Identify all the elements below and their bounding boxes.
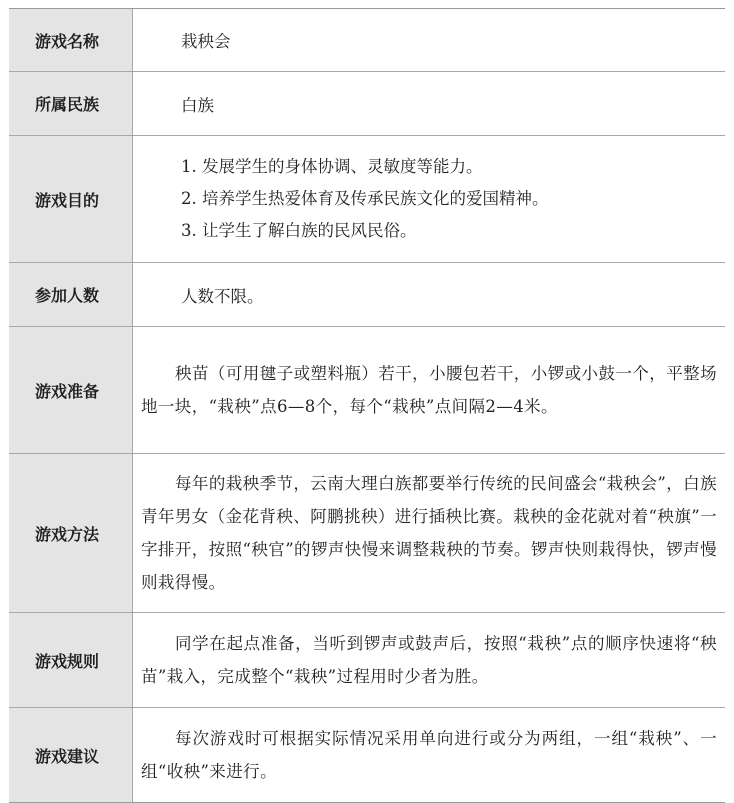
row-label: 游戏目的: [9, 136, 133, 262]
purpose-item: 3. 让学生了解白族的民风民俗。: [181, 221, 417, 240]
row-label: 游戏规则: [9, 613, 133, 707]
row-rules: [9, 613, 725, 708]
row-label: 参加人数: [9, 263, 133, 326]
row-value: 秧苗（可用毽子或塑料瓶）若干，小腰包若干，小锣或小鼓一个，平整场地一块，“栽秧”点6—8个，每个“栽秧”点间隔2—4米。: [141, 364, 717, 416]
row-method: [9, 454, 725, 613]
row-value: 栽秧会: [181, 32, 231, 51]
game-info-table: [9, 8, 725, 803]
row-participants: [9, 263, 725, 327]
row-label: 游戏方法: [9, 454, 133, 612]
row-game-purpose: [9, 136, 725, 263]
row-game-name: [9, 9, 725, 72]
row-value: 同学在起点准备，当听到锣声或鼓声后，按照“栽秧”点的顺序快速将“秧苗”栽入，完成整个“栽秧”过程用时少者为胜。: [141, 634, 717, 686]
row-ethnic-group: [9, 72, 725, 136]
row-label: 游戏建议: [9, 708, 133, 802]
purpose-item: 2. 培养学生热爱体育及传承民族文化的爱国精神。: [181, 189, 549, 208]
row-value: 白族: [181, 95, 214, 115]
row-label: 游戏准备: [9, 327, 133, 453]
row-value: 每次游戏时可根据实际情况采用单向进行或分为两组，一组“栽秧”、一组“收秧”来进行。: [141, 729, 717, 781]
purpose-list: [141, 151, 549, 247]
row-value-container: [133, 613, 725, 707]
row-value: 每年的栽秧季节，云南大理白族都要举行传统的民间盛会“栽秧会”，白族青年男女（金花背秧、阿鹏挑秧）进行插秧比赛。栽秧的金花就对着“秧旗”一字排开，按照“秧官”的锣声快慢来调整栽秧的节奏。锣声快则栽得快，锣声慢则栽得慢。: [141, 474, 717, 592]
row-value-container: [133, 708, 725, 802]
purpose-item: 1. 发展学生的身体协调、灵敏度等能力。: [181, 157, 483, 176]
row-value-container: [133, 454, 725, 612]
row-preparation: [9, 327, 725, 454]
row-value-container: [133, 327, 725, 453]
row-suggestions: [9, 708, 725, 802]
row-value: 人数不限。: [181, 286, 264, 306]
row-label: 游戏名称: [9, 9, 133, 71]
row-value: [133, 136, 725, 262]
row-label: 所属民族: [9, 72, 133, 135]
